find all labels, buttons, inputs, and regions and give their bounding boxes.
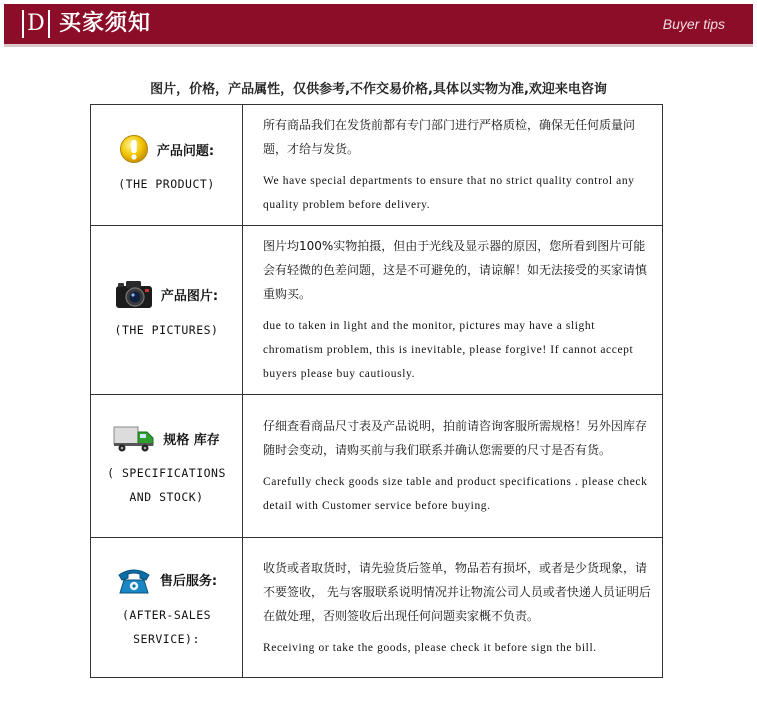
label-cn: 产品图片: xyxy=(160,288,219,304)
label-en: (AFTER-SALES SERVICE): xyxy=(121,607,212,646)
row-text-cell xyxy=(243,105,663,226)
text-cn: 仔细查看商品尺寸表及产品说明，拍前请咨询客服所需规格！另外因库存随时会变动，请购买前与我们联系并确认您需要的尺寸是否有货。 xyxy=(263,419,648,457)
label-en: (THE PICTURES) xyxy=(114,323,219,337)
buyer-tips-table xyxy=(90,104,663,678)
logo: D xyxy=(22,10,50,38)
row-label-cell xyxy=(91,105,243,226)
row-text-cell xyxy=(243,395,663,538)
table-row xyxy=(91,105,663,226)
label-en: ( SPECIFICATIONS AND STOCK) xyxy=(107,466,226,504)
text-en: due to taken in light and the monitor, pictures may have a slight chromatism problem, this is inevitable, please forgive! If cannot accept buyers please buy cautiously. xyxy=(263,320,634,380)
row-text-cell xyxy=(243,226,663,395)
camera-icon xyxy=(115,278,153,310)
text-cn: 所有商品我们在发货前都有专门部门进行严格质检，确保无任何质量问题，才给与发货。 xyxy=(263,118,636,156)
text-cn: 图片均100%实物拍摄，但由于光线及显示器的原因，您所看到图片可能会有轻微的色差问题，这是不可避免的，请谅解！如无法接受的买家请慎重购买。 xyxy=(263,239,648,301)
table-row xyxy=(91,538,663,678)
page-title: 买家须知 xyxy=(59,11,152,36)
row-label-cell xyxy=(91,395,243,538)
table-row xyxy=(91,395,663,538)
label-cn: 产品问题: xyxy=(156,143,215,159)
warning-icon xyxy=(119,134,149,164)
table-row xyxy=(91,226,663,395)
text-cn: 收货或者取货时，请先验货后签单，物品若有损坏，或者是少货现象，请不要签收， 先与客服联系说明情况并让物流公司人员或者快递人员证明后在做处理，否则签收后出现任何问题卖家概不负责。 xyxy=(263,560,651,623)
text-en: Carefully check goods size table and product specifications . please check detail with Customer service before buying. xyxy=(263,476,648,512)
label-cn: 售后服务: xyxy=(159,574,218,589)
disclaimer-notice: 图片，价格，产品属性，仅供参考,不作交易价格,具体以实物为准,欢迎来电咨询 xyxy=(150,82,607,97)
label-en: (THE PRODUCT) xyxy=(118,177,215,191)
header-banner xyxy=(4,4,753,47)
row-label-cell xyxy=(91,226,243,395)
truck-icon xyxy=(113,423,155,453)
row-text-cell xyxy=(243,538,663,678)
label-cn: 规格 库存 xyxy=(163,432,220,448)
telephone-icon xyxy=(116,565,152,595)
text-en: We have special departments to ensure that no strict quality control any quality problem before delivery. xyxy=(263,175,635,211)
text-en: Receiving or take the goods, please check it before sign the bill. xyxy=(263,641,597,654)
page-subtitle: Buyer tips xyxy=(662,16,725,32)
row-label-cell xyxy=(91,538,243,678)
